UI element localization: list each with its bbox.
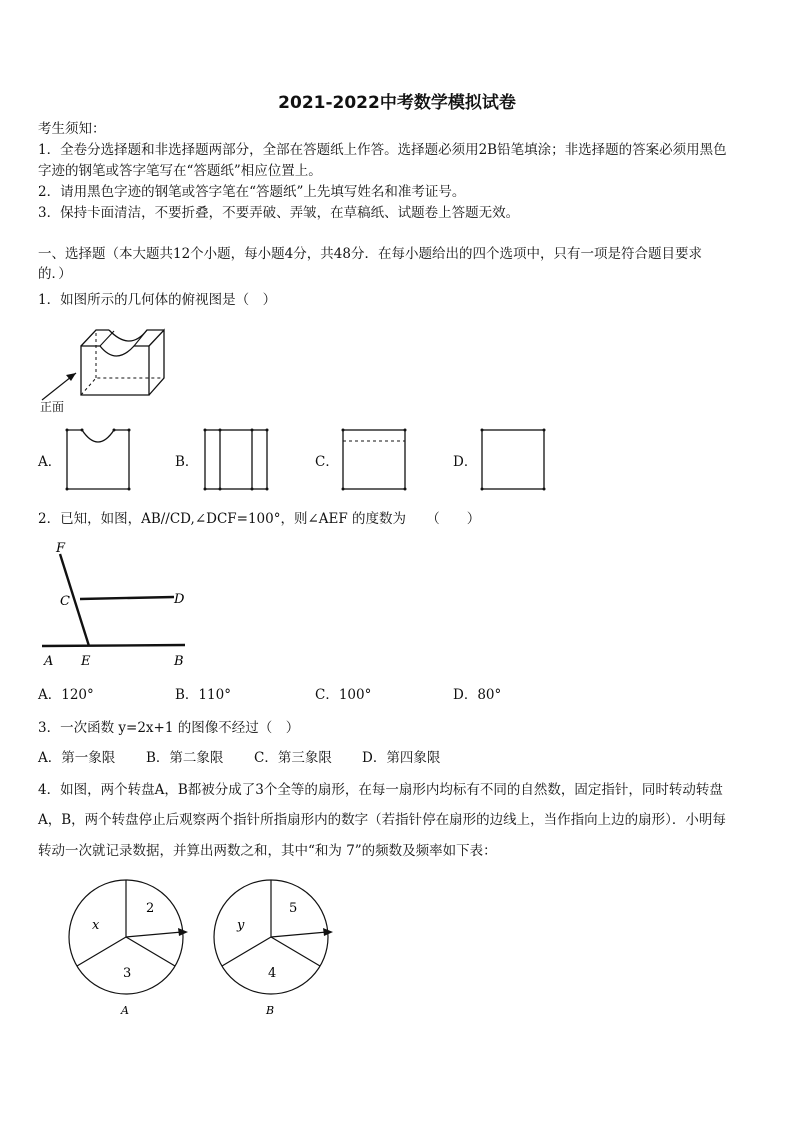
wheel-a-sector-x: x [92,918,100,933]
q1-option-b-label: B． [175,454,199,470]
q2-option-a: A．120° [38,687,94,703]
q3-option-d: D．第四象限 [362,750,441,766]
q2-geometry-figure [36,538,196,673]
wheel-b-name: B [266,1004,275,1017]
point-d-label: D [174,592,185,607]
q3-stem: 3．一次函数 y=2x+1 的图像不经过（ ） [38,720,300,736]
q2-option-c: C．100° [315,687,372,703]
q1-option-a-figure [64,426,132,492]
q1-stem: 1．如图所示的几何体的俯视图是（ ） [38,292,277,308]
q2-stem: 2．已知，如图，AB//CD,∠DCF=100°，则∠AEF 的度数为 （ ） [38,511,481,527]
q1-option-a-label: A． [38,454,62,470]
point-a-label: A [44,654,54,669]
spinner-wheel-b [211,876,341,1026]
q4-stem-line2: A，B，两个转盘停止后观察两个指针所指扇形内的数字（若指针停在扇形的边线上，当作指向上边的扇形）．小明每 [38,812,726,828]
q1-option-b-figure [202,426,270,492]
q3-option-b: B．第二象限 [146,750,224,766]
section-heading: 一、选择题（本大题共12个小题，每小题4分，共48分．在每小题给出的四个选项中，只有一项是符合题目要求 [38,246,702,262]
wheel-b-sector-4: 4 [268,966,277,981]
notice-item: 2．请用黑色字迹的钢笔或答字笔在“答题纸”上先填写姓名和准考证号。 [38,184,466,200]
point-c-label: C [60,594,70,609]
wheel-a-sector-3: 3 [123,966,132,981]
spinner-wheel-a [66,876,196,1026]
notice-item: 字迹的钢笔或答字笔写在“答题纸”相应位置上。 [38,163,322,179]
wheel-b-sector-y: y [237,918,245,933]
point-f-label: F [56,541,66,556]
q1-option-d-figure [479,426,547,492]
notice-item: 1．全卷分选择题和非选择题两部分，全部在答题纸上作答。选择题必须用2B铅笔填涂；非选择题的答案必须用黑色 [38,142,727,158]
notice-heading: 考生须知： [38,121,106,137]
q1-option-c-figure [340,426,408,492]
point-e-label: E [81,654,91,669]
page-title: 2021-2022中考数学模拟试卷 [278,93,516,113]
wheel-b-sector-5: 5 [289,901,298,916]
q1-option-c-label: C． [315,454,339,470]
wheel-a-sector-2: 2 [146,901,155,916]
q2-option-b: B．110° [175,687,231,703]
section-heading-cont: 的．） [38,266,72,282]
q1-option-d-label: D． [453,454,478,470]
notice-item: 3．保持卡面清洁，不要折叠，不要弄破、弄皱，在草稿纸、试题卷上答题无效。 [38,205,520,221]
q2-option-d: D．80° [453,687,502,703]
q3-option-c: C．第三象限 [254,750,332,766]
q4-stem-line1: 4．如图，两个转盘A，B都被分成了3个全等的扇形，在每一扇形内均标有不同的自然数，固定指针，同时转动转盘 [38,782,723,798]
q4-stem-line3: 转动一次就记录数据，并算出两数之和，其中“和为 7”的频数及频率如下表： [38,843,497,859]
point-b-label: B [174,654,184,669]
q3-option-a: A．第一象限 [38,750,116,766]
front-label: 正面 [40,400,65,414]
wheel-a-name: A [121,1004,129,1017]
